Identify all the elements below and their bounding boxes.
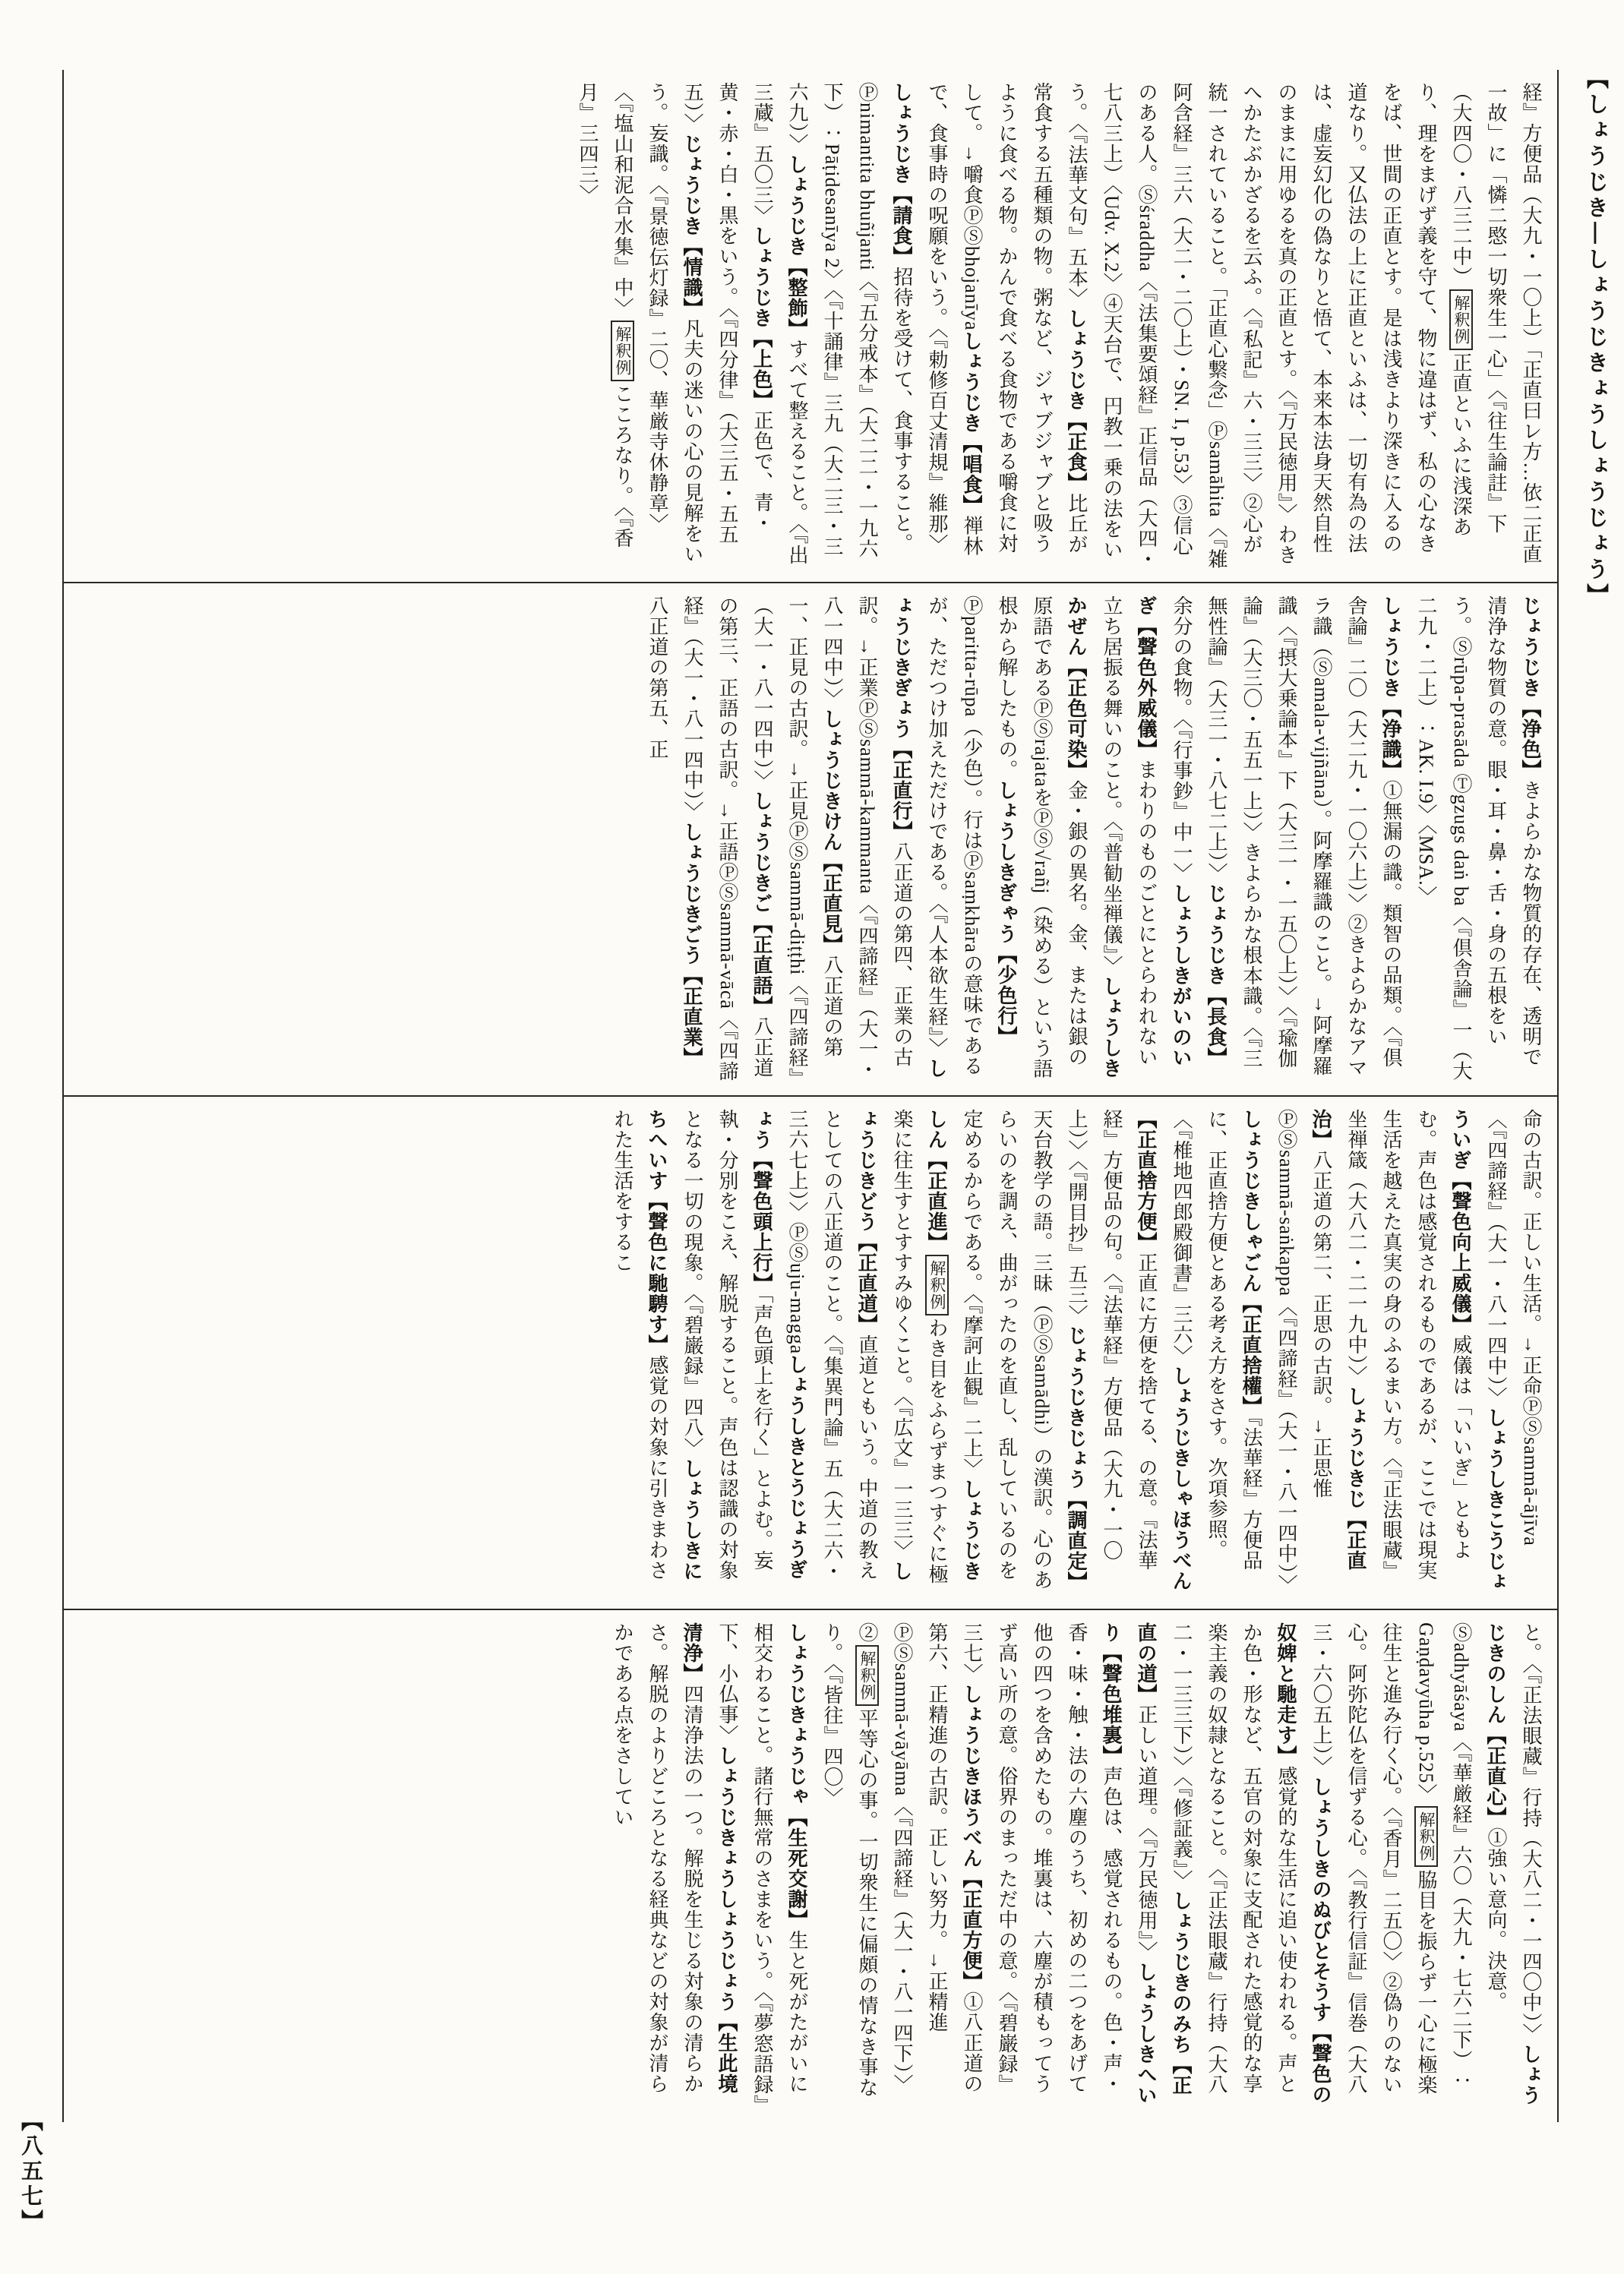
entry-body: 天台教学の語。三昧（ⓅⓈsamādhi）の漢訳。心のあらいのを調え、曲がったのを直し、乱しているのを定めるからである。〈『摩訶止観』二上〉 [961, 1109, 1053, 1590]
entry-headword: しょうじきぎょう【正直行】 [890, 595, 948, 1079]
entry-headword: しょうしきがいのいぎ【聲色外威儀】 [1135, 595, 1193, 1068]
band-2 [64, 582, 1557, 1095]
entry-body: 余分の食物。〈『行事鈔』中一〉 [1171, 595, 1193, 883]
entry-headword: しょうじきょうじゃ【生死交謝】 [785, 1622, 808, 1930]
entry-headword: しょうじき【上色】 [750, 226, 773, 410]
entry-body: 声色は、感覚されるもの。色・声・香・味・触・法の六塵のうち、初めの二つをあげて他の四つを含めたもの。堆裏は、六塵が積もってうず高い所の意。俗界のまっただ中の意。〈『碧巌録』三七〉 [961, 1622, 1123, 2095]
page-number: 【八五七】 [18, 2109, 43, 2235]
entry-body: 八正道の第三、正語の古訳。→正語ⓅⓈsammā-vācā〈『四諦経』（大一・八一四中）〉 [681, 595, 773, 1082]
entry-body: 経』方便品（大九・一〇上）「正直曰レ方…依二正直一故」に「憐二愍一切衆生一心」〈『往生論註』下（大四〇・八三二中） [1450, 82, 1542, 564]
entry-headword: しょうじきどう【正直道】 [855, 1109, 913, 1581]
entry-headword: しょうしきこうじょういぎ【聲色向上威儀】 [1449, 1109, 1507, 1592]
entry-headword: しょうしきとうじょうぎょう【聲色頭上行】 [750, 1109, 808, 1581]
band-3 [64, 1095, 1557, 1609]
kaishakurei-label: 解釈例 [1449, 289, 1473, 350]
entry-body: 感覚的な生活に追い使われる。声とか色・形など、五官の対象に支配された感覚的な享楽主義の奴隷となること。〈『正法眼蔵』行持（大八二・一三三下）〉〈『修証義』〉 [1171, 1622, 1297, 2095]
entry-body: 金・銀の異名。金、または銀の原語であるⓅⓈrajataをⓅⓈ√rañj（染める）という語根から解したもの。 [996, 595, 1088, 1079]
entry-headword: しょうじきしゃごん【正直捨權】 [1240, 1109, 1262, 1417]
entry-headword: しょうじき【整飾】 [785, 154, 808, 339]
band-4 [64, 1609, 1557, 2122]
entry-headword: しょうじきしゃほうべん【正直捨方便】 [1135, 1109, 1193, 1591]
entry-body: 招待を受けて、食事すること。Ⓟnimantita bhuñjanti〈『五分戒本』（大二二・一九六下）：Pāṭidesanīya 2〉〈『十誦律』三九（大二三・三六九）〉 [786, 82, 913, 559]
entry-headword: しょうしきぎゃう【少色行】 [995, 780, 1018, 1047]
entry-body: まわりのものごとにとらわれない立ち居振る舞いのこと。〈『普勧坐禅儀』〉 [1101, 595, 1158, 1067]
entry-headword: しょうじき【浄識】 [1379, 595, 1402, 780]
entry-headword: じょうじき【浄色】 [1519, 595, 1542, 780]
entry-body: ①無漏の識。類智の品類。〈『倶舎論』二〇（大二九・一〇六上）〉②きよらかなアマラ識（Ⓢamala-vijñāna）。阿摩羅識のこと。→阿摩羅識〈『摂大乗論本』下（大三一・一五〇上）〉〈『瑜伽論』（大三〇・五五一上）〉きよらかな根本識。〈『三無性論』（大三一・八七二上）〉 [1205, 595, 1402, 1078]
entry-headword: しょうしきのぬびとそうす【聲色の奴婢と馳走す】 [1275, 1622, 1332, 2105]
text-frame [62, 70, 1559, 2122]
entry-headword: しょうしきにちへいす【聲色に馳騁す】 [646, 1109, 703, 1581]
kaishakurei-label: 解釈例 [611, 321, 634, 381]
entry-headword: しょうじきのみち【正直の道】 [1135, 1622, 1193, 2096]
entry-body: きよらかな物質的存在、透明で清浄な物質の意。眼・耳・鼻・舌・身の五根をいう。Ⓢrūpa-prasāda Ⓣgzugs daṅ ba〈『倶舎論』一（大二九・二上）：AK. I.9〉〈MSA.〉 [1415, 595, 1542, 1082]
entry-headword: じょうじき【情識】 [681, 134, 703, 318]
entry-body: 正色で、青・黄・赤・白・黒をいう。〈『四分律』（大三五・五五五）〉 [681, 82, 773, 545]
entry-body: 正直といふに浅深あり、理をまげず義を守て、物に違はず、私の心なきをば、世間の正直とす。是は浅きより深きに入るの道なり。又仏法の上に正直といふは、一切有為の法は、虚妄幻化の偽なりと悟て、本来本法身天然自性のままに用ゆるを真の正直とす。〈『万民徳用』〉わきへかたぶかざるを云ふ。〈『私記』六・三三〉②心が統一されていること。「正直心繋念」Ⓟsamāhita〈『雑阿含経』三六（大二・二〇上）・SN. I, p.53〉③信心のある人。Ⓢśraddha〈『法集要頌経』正信品（大四・七八三上）〈Udv. X.2〉④天台で、円教一乗の法をいう。〈『法華文句』五本〉 [1066, 82, 1472, 570]
entry-body: ①強い意向。決意。Ⓢadhyāśaya〈『華厳経』六〇（大九・七六二下）：Gaṇḍavyūha p.525〉 [1415, 1622, 1507, 2092]
kaishakurei-label: 解釈例 [1414, 1806, 1438, 1867]
band-1 [64, 70, 1557, 582]
entry-body: 八正道の第一、正見の古訳。→正見ⓅⓈsammā-diṭṭhi〈『四諦経』（大一・八一四中）〉 [751, 595, 843, 1079]
entry-headword: しょうじきごう【正直業】 [681, 822, 703, 1068]
entry-body: こころなり。〈『香月』三四三〉 [577, 82, 633, 548]
entry-headword: しょうじきほうべん【正直方便】 [960, 1684, 983, 1991]
entry-headword: じょうじき【長食】 [1205, 883, 1227, 1068]
entry-body: わき目をふらずまつすぐに極楽に往生すとすすみゆくこと。〈『広文』一三三〉 [891, 1109, 948, 1584]
entry-body: 比丘が常食する五種類の物。粥など、ジャブジャブと吸うように食べる物。かんで食べる食物である嚼食に対して。→嚼食ⓅⓈbhojanīya [961, 82, 1088, 554]
entry-body: 脇目を振らず一心に極楽往生と進み行く心。〈『香月』二五〇〉②偽りのない心。阿弥陀仏を信ずる心。〈『教行信証』信巻（大八三・六〇五上）〉 [1310, 1622, 1437, 2096]
entry-headword: しょうじきけん【正直見】 [820, 709, 843, 955]
entry-body: 命の古訳。正しい生活。→正命ⓅⓈsammā-ājīva〈『四諦経』（大一・八一四中）〉 [1485, 1109, 1542, 1546]
entry-body: 凡夫の迷いの心の見解をいう。妄識。〈『景徳伝灯録』二〇、華厳寺休静章〉〈『塩山和泥合水集』中〉 [611, 82, 703, 564]
entry-body: 生と死がたがいに相交わること。諸行無常のさまをいう。〈『夢窓語録』下、小仏事〉 [716, 1622, 808, 2105]
entry-headword: しょうじき【正食】 [1065, 308, 1088, 493]
entry-headword: しょうしきへいり【聲色堆裏】 [1100, 1622, 1158, 2105]
entry-headword: しょうしきかぜん【正色可染】 [1065, 595, 1123, 1079]
entry-body: 威儀は「いいぎ」ともよむ。声色は感覚されるものであるが、ここでは現実生活を越えた真実の身のふるまい方。〈『正法眼蔵』坐禅箴（大八二・二一九中）〉 [1345, 1109, 1472, 1581]
kaishakurei-label: 解釈例 [855, 1645, 879, 1706]
entry-body: 正直に方便を捨てる、の意。『法華経』方便品の句。〈『法華経』方便品（大九・一〇上）〉〈『開目抄』五三〉 [1066, 1109, 1158, 1571]
entry-body: 「声色頭上を行く」とよむ。妄執・分別をこえ、解脱すること。声色は認識の対象となる一切の現象。〈『碧巌録』四八〉 [681, 1109, 773, 1581]
entry-body: Ⓟparitta-rūpa（少色）。行はⓅsaṃkhāraの意味であるが、ただつけ加えただけである。〈『人本欲生経』〉 [926, 595, 983, 1076]
entry-body: 『法華経』方便品に、正直捨方便とある考え方をさす。次項参照。〈『椎地四郎殿御書』三六〉 [1171, 1109, 1262, 1571]
entry-body: 正しい道理。〈『万民徳用』〉 [1136, 1704, 1158, 1962]
entry-headword: しょうじきじ【正直治】 [1310, 1109, 1367, 1571]
entry-body: 四清浄法の一つ。解脱を生じる対象の清らかさ。解脱のよりどころとなる経典などの対象が清らかである点をさしてい [611, 1622, 703, 2094]
kaishakurei-label: 解釈例 [925, 1255, 949, 1315]
entry-headword: しょうじきご【正直語】 [750, 791, 773, 1016]
entry-body: ①八正道の第六、正精進の古訳。正しい努力。→正精進ⓅⓈsammā-vāyāma〈『四諦経』（大一・八一四下）〉② [856, 1622, 983, 2096]
entry-body: 平等心の事。一切衆生に偏頗の情なき事なり。〈『皆往』四〇〉 [821, 1622, 878, 2098]
entry-headword: しょうじき【請食】 [890, 82, 913, 267]
running-head: 【しょうじき―しょうじきょうしょうじょう】 [1584, 67, 1608, 609]
entry-headword: しょうじきのしん【正直心】 [1484, 1622, 1542, 2105]
entry-body: すべて整えること。〈『出三蔵』五〇三〉 [751, 82, 808, 565]
entry-headword: しょうじきしん【正直進】 [925, 1109, 983, 1581]
entry-body: 感覚の対象に引きまわされた生活をするこ [611, 1109, 668, 1581]
entry-body: 八正道の第五、正 [646, 595, 668, 760]
entry-body: 直道ともいう。中道の教えとしての八正道のこと。〈『集異門論』五（大二六・三六七上）〉ⓅⓈuju-magga [786, 1109, 878, 1581]
entry-body: 八正道の第二、正思の古訳。→正思惟ⓅⓈsammā-saṅkappa〈『四諦経』（大一・八一四中）〉 [1275, 1109, 1332, 1596]
entry-body: 八正道の第四、正業の古訳。→正業ⓅⓈsammā-kammanta〈『四諦経』（大一・八一四中）〉 [821, 595, 913, 1080]
entry-body: 禅林で、食事時の呪願をいう。〈『勅修百丈清規』維那〉 [926, 82, 983, 557]
entry-headword: しょうじきょうしょうじょう【生此境清浄】 [681, 1622, 738, 2094]
entry-headword: しょうじき【唱食】 [960, 330, 983, 516]
entry-headword: じょうじきじょう【調直定】 [1065, 1325, 1088, 1592]
entry-body: と。〈『正法眼蔵』行持（大八二・一四〇中）〉 [1520, 1622, 1542, 2044]
